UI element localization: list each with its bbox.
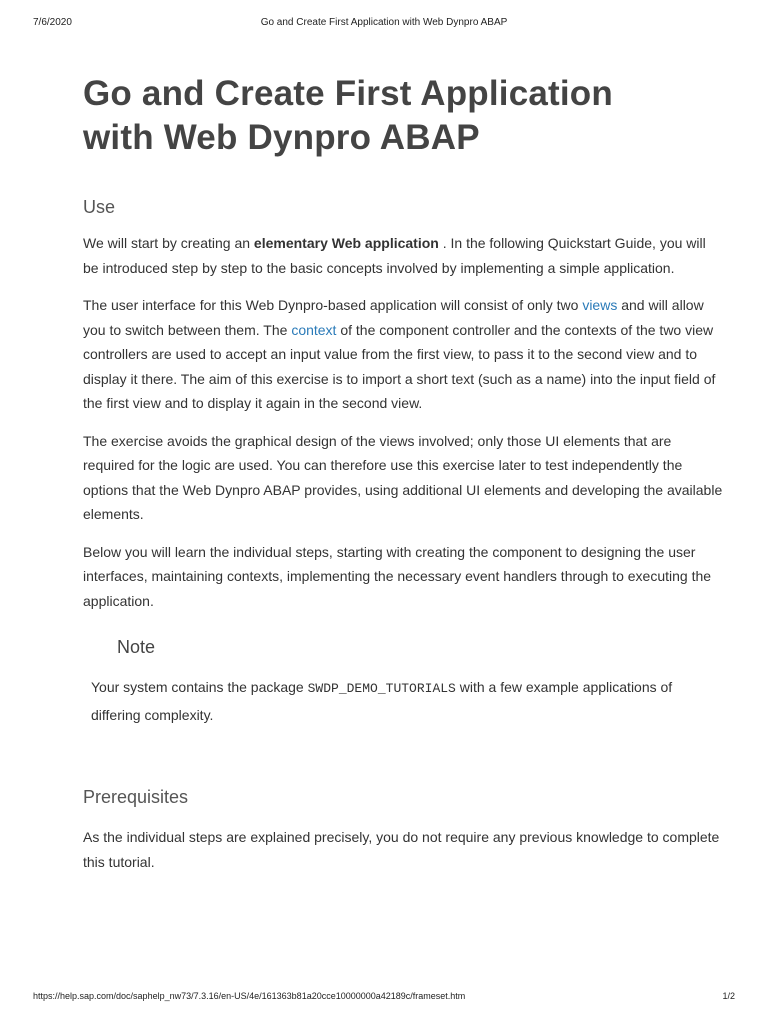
print-footer: [33, 991, 735, 1005]
ui-text-middle: and will allow you to switch between them. The: [83, 297, 704, 338]
elementary-web-application-term: elementary Web application: [253, 235, 439, 251]
page-title: [83, 72, 723, 160]
print-date: 7/6/2020: [33, 17, 72, 28]
print-header: [33, 17, 735, 31]
prerequisites-text: As the individual steps are explained precisely, you do not require any previous knowledge to complete this tutorial.: [83, 829, 720, 870]
page-title-line-2: with Web Dynpro ABAP: [83, 118, 480, 157]
article: [83, 72, 723, 874]
print-url: https://help.sap.com/doc/saphelp_nw73/7.3.16/en-US/4e/161363b81a20cce10000000a42189c/frameset.htm: [33, 991, 466, 1001]
intro-paragraph: [83, 231, 723, 280]
ui-paragraph: [83, 293, 723, 416]
intro-text-after: . In the following Quickstart Guide, you will be introduced step by step to the basic concepts involved by implementing a simple application.: [83, 235, 706, 276]
views-link[interactable]: views: [582, 297, 618, 313]
steps-paragraph: Below you will learn the individual steps, starting with creating the component to designing the user interfaces, maintaining contexts, implementing the necessary event handlers through to executing the application.: [83, 543, 712, 609]
note-body: [91, 674, 723, 729]
ui-text-before: The user interface for this Web Dynpro-based application will consist of only two: [83, 297, 583, 313]
ui-text-after: of the component controller and the contexts of the two view controllers are used to accept an input value from the first view, to pass it to the second view and to display it there. The aim of this exercise is to import a short text (such as a name) into the input field of the first view and to display it again in the second view.: [83, 321, 716, 411]
prerequisites-section: [83, 787, 723, 874]
intro-text-before: We will start by creating an: [83, 235, 254, 251]
note-text-before: Your system contains the package: [91, 679, 308, 695]
use-heading: Use: [83, 197, 116, 217]
print-page-title: Go and Create First Application with Web Dynpro ABAP: [260, 17, 508, 28]
note-text-after: with a few example applications of differing complexity.: [91, 679, 673, 723]
exercise-paragraph: The exercise avoids the graphical design of the views involved; only those UI elements that are required for the logic are used. You can therefore use this exercise later to test independently the options that the Web Dynpro ABAP provides, using additional UI elements and developing the available elements.: [83, 432, 723, 522]
prerequisites-heading: Prerequisites: [83, 787, 189, 807]
context-link[interactable]: context: [291, 321, 337, 338]
package-name-code: SWDP_DEMO_TUTORIALS: [307, 681, 456, 696]
page-title-line-1: Go and Create First Application: [83, 74, 613, 113]
note-heading: Note: [117, 637, 156, 657]
page-number: 1/2: [722, 991, 735, 1001]
